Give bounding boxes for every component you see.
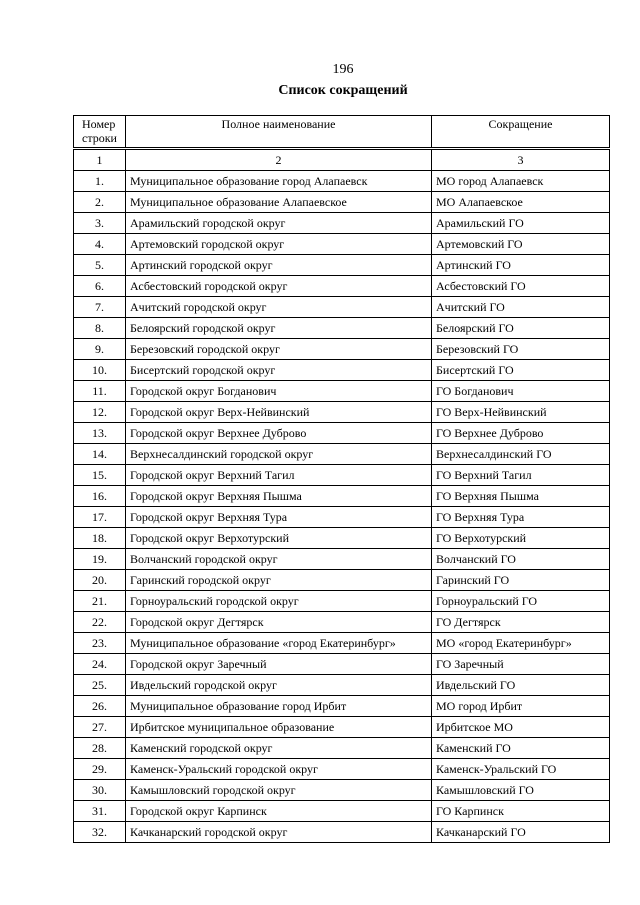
table-row xyxy=(74,444,610,465)
row-number-cell: 5. xyxy=(74,255,126,276)
row-number-cell: 15. xyxy=(74,465,126,486)
row-number-cell: 3. xyxy=(74,213,126,234)
table-row xyxy=(74,381,610,402)
row-number-cell: 22. xyxy=(74,612,126,633)
table-row xyxy=(74,507,610,528)
abbreviation-cell: ГО Верхнее Дуброво xyxy=(432,423,610,444)
row-number-cell: 9. xyxy=(74,339,126,360)
row-number-cell: 30. xyxy=(74,780,126,801)
table-row xyxy=(74,465,610,486)
full-name-cell: Бисертский городской округ xyxy=(126,360,432,381)
full-name-cell: Каменский городской округ xyxy=(126,738,432,759)
abbreviation-cell: Каменский ГО xyxy=(432,738,610,759)
abbreviation-cell: ГО Верхотурский xyxy=(432,528,610,549)
abbreviation-cell: Каменск-Уральский ГО xyxy=(432,759,610,780)
row-number-cell: 12. xyxy=(74,402,126,423)
row-number-cell: 18. xyxy=(74,528,126,549)
abbreviation-cell: Качканарский ГО xyxy=(432,822,610,843)
abbreviation-cell: Артинский ГО xyxy=(432,255,610,276)
full-name-cell: Артинский городской округ xyxy=(126,255,432,276)
table-row xyxy=(74,570,610,591)
abbreviation-cell: МО «город Екатеринбург» xyxy=(432,633,610,654)
table-row xyxy=(74,717,610,738)
table-header xyxy=(74,116,610,171)
full-name-cell: Городской округ Верхний Тагил xyxy=(126,465,432,486)
full-name-cell: Каменск-Уральский городской округ xyxy=(126,759,432,780)
table-row xyxy=(74,192,610,213)
full-name-cell: Гаринский городской округ xyxy=(126,570,432,591)
full-name-cell: Муниципальное образование город Ирбит xyxy=(126,696,432,717)
abbreviation-cell: ГО Карпинск xyxy=(432,801,610,822)
full-name-cell: Березовский городской округ xyxy=(126,339,432,360)
row-number-cell: 20. xyxy=(74,570,126,591)
abbreviation-cell: Белоярский ГО xyxy=(432,318,610,339)
full-name-cell: Камышловский городской округ xyxy=(126,780,432,801)
header-abbreviation: Сокращение xyxy=(432,116,610,149)
abbreviations-table xyxy=(73,115,610,843)
full-name-cell: Городской округ Верхняя Пышма xyxy=(126,486,432,507)
full-name-cell: Муниципальное образование Алапаевское xyxy=(126,192,432,213)
table-row xyxy=(74,234,610,255)
full-name-cell: Ачитский городской округ xyxy=(126,297,432,318)
full-name-cell: Волчанский городской округ xyxy=(126,549,432,570)
header-full-name: Полное наименование xyxy=(126,116,432,149)
full-name-cell: Городской округ Заречный xyxy=(126,654,432,675)
full-name-cell: Городской округ Верх-Нейвинский xyxy=(126,402,432,423)
abbreviation-cell: ГО Верхняя Тура xyxy=(432,507,610,528)
full-name-cell: Городской округ Богданович xyxy=(126,381,432,402)
abbreviation-cell: Горноуральский ГО xyxy=(432,591,610,612)
row-number-cell: 2. xyxy=(74,192,126,213)
full-name-cell: Городской округ Карпинск xyxy=(126,801,432,822)
abbreviation-cell: Верхнесалдинский ГО xyxy=(432,444,610,465)
column-index-cell: 1 xyxy=(74,149,126,171)
abbreviation-cell: Ирбитское МО xyxy=(432,717,610,738)
row-number-cell: 14. xyxy=(74,444,126,465)
table-row xyxy=(74,276,610,297)
abbreviation-cell: МО город Ирбит xyxy=(432,696,610,717)
table-row xyxy=(74,318,610,339)
abbreviation-cell: Асбестовский ГО xyxy=(432,276,610,297)
row-number-cell: 4. xyxy=(74,234,126,255)
page-number: 196 xyxy=(332,62,354,77)
row-number-cell: 26. xyxy=(74,696,126,717)
full-name-cell: Муниципальное образование «город Екатеринбург» xyxy=(126,633,432,654)
table-row xyxy=(74,423,610,444)
table-row xyxy=(74,255,610,276)
table-row xyxy=(74,486,610,507)
row-number-cell: 1. xyxy=(74,171,126,192)
table-body xyxy=(74,171,610,843)
full-name-cell: Асбестовский городской округ xyxy=(126,276,432,297)
abbreviation-cell: ГО Верх-Нейвинский xyxy=(432,402,610,423)
abbreviation-cell: МО Алапаевское xyxy=(432,192,610,213)
table-row xyxy=(74,759,610,780)
table-row xyxy=(74,528,610,549)
document-title: Список сокращений xyxy=(278,83,408,98)
abbreviation-cell: Волчанский ГО xyxy=(432,549,610,570)
abbreviation-cell: Бисертский ГО xyxy=(432,360,610,381)
table-row xyxy=(74,213,610,234)
full-name-cell: Ивдельский городской округ xyxy=(126,675,432,696)
row-number-cell: 31. xyxy=(74,801,126,822)
table-row xyxy=(74,654,610,675)
abbreviation-cell: Арамильский ГО xyxy=(432,213,610,234)
full-name-cell: Городской округ Дегтярск xyxy=(126,612,432,633)
header-row-number: Номер строки xyxy=(74,116,126,149)
row-number-cell: 16. xyxy=(74,486,126,507)
column-index-cell: 3 xyxy=(432,149,610,171)
abbreviation-cell: Артемовский ГО xyxy=(432,234,610,255)
table-row xyxy=(74,738,610,759)
row-number-cell: 29. xyxy=(74,759,126,780)
row-number-cell: 17. xyxy=(74,507,126,528)
row-number-cell: 21. xyxy=(74,591,126,612)
full-name-cell: Артемовский городской округ xyxy=(126,234,432,255)
table-row xyxy=(74,780,610,801)
abbreviation-cell: ГО Богданович xyxy=(432,381,610,402)
row-number-cell: 11. xyxy=(74,381,126,402)
full-name-cell: Городской округ Верхотурский xyxy=(126,528,432,549)
table-row xyxy=(74,591,610,612)
table-row xyxy=(74,171,610,192)
abbreviation-cell: МО город Алапаевск xyxy=(432,171,610,192)
table-row xyxy=(74,297,610,318)
full-name-cell: Городской округ Верхнее Дуброво xyxy=(126,423,432,444)
table-row xyxy=(74,612,610,633)
abbreviation-cell: ГО Верхняя Пышма xyxy=(432,486,610,507)
abbreviation-cell: Гаринский ГО xyxy=(432,570,610,591)
full-name-cell: Качканарский городской округ xyxy=(126,822,432,843)
row-number-cell: 25. xyxy=(74,675,126,696)
abbreviation-cell: Ачитский ГО xyxy=(432,297,610,318)
column-index-row xyxy=(74,149,610,171)
table-row xyxy=(74,801,610,822)
table-row xyxy=(74,549,610,570)
table-row xyxy=(74,339,610,360)
row-number-cell: 6. xyxy=(74,276,126,297)
full-name-cell: Верхнесалдинский городской округ xyxy=(126,444,432,465)
row-number-cell: 32. xyxy=(74,822,126,843)
full-name-cell: Арамильский городской округ xyxy=(126,213,432,234)
column-index-cell: 2 xyxy=(126,149,432,171)
row-number-cell: 23. xyxy=(74,633,126,654)
row-number-cell: 28. xyxy=(74,738,126,759)
table-row xyxy=(74,822,610,843)
row-number-cell: 8. xyxy=(74,318,126,339)
table-row xyxy=(74,696,610,717)
table-row xyxy=(74,402,610,423)
row-number-cell: 27. xyxy=(74,717,126,738)
abbreviation-cell: ГО Заречный xyxy=(432,654,610,675)
row-number-cell: 24. xyxy=(74,654,126,675)
abbreviation-cell: ГО Дегтярск xyxy=(432,612,610,633)
full-name-cell: Ирбитское муниципальное образование xyxy=(126,717,432,738)
abbreviation-cell: Ивдельский ГО xyxy=(432,675,610,696)
abbreviation-cell: ГО Верхний Тагил xyxy=(432,465,610,486)
row-number-cell: 19. xyxy=(74,549,126,570)
header-row xyxy=(74,116,610,149)
row-number-cell: 13. xyxy=(74,423,126,444)
table-row xyxy=(74,675,610,696)
abbreviation-cell: Камышловский ГО xyxy=(432,780,610,801)
table-row xyxy=(74,633,610,654)
full-name-cell: Муниципальное образование город Алапаевск xyxy=(126,171,432,192)
full-name-cell: Горноуральский городской округ xyxy=(126,591,432,612)
row-number-cell: 7. xyxy=(74,297,126,318)
table-row xyxy=(74,360,610,381)
full-name-cell: Городской округ Верхняя Тура xyxy=(126,507,432,528)
row-number-cell: 10. xyxy=(74,360,126,381)
full-name-cell: Белоярский городской округ xyxy=(126,318,432,339)
abbreviation-cell: Березовский ГО xyxy=(432,339,610,360)
